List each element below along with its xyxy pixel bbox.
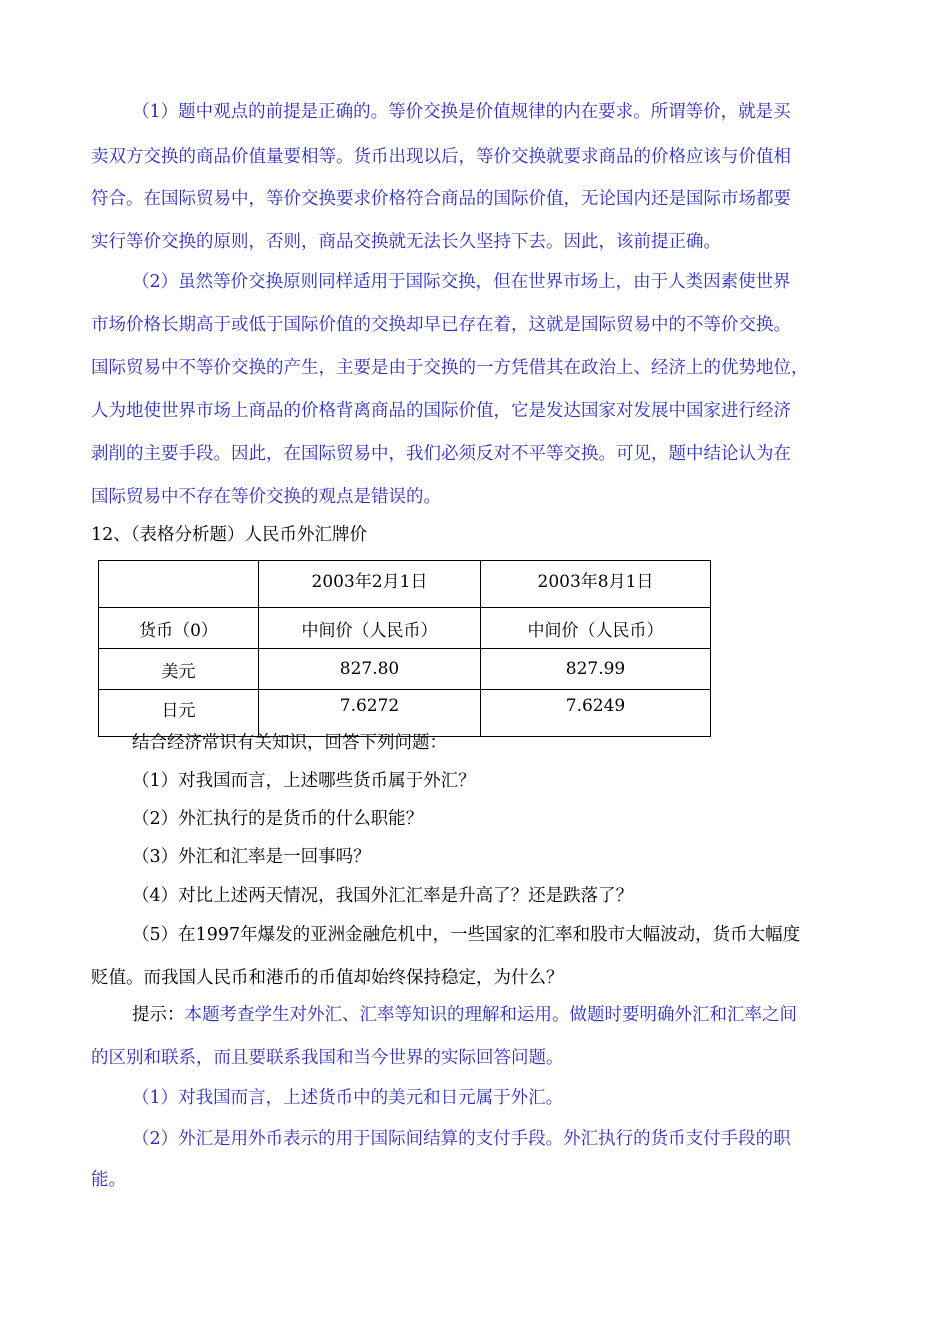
answer12-line: （1）对我国而言，上述货币中的美元和日元属于外汇。 (132, 1088, 564, 1108)
question-item: （2）外汇执行的是货币的什么职能？ (132, 809, 424, 829)
table-cell (99, 561, 259, 608)
hint-text: 本题考查学生对外汇、汇率等知识的理解和运用。做题时要明确外汇和汇率之间 (184, 1005, 797, 1025)
table-cell: 日元 (99, 690, 259, 737)
question-item: 贬值。而我国人民币和港币的币值却始终保持稳定，为什么？ (91, 968, 564, 988)
answer11-line: 卖双方交换的商品价值量要相等。货币出现以后，等价交换就要求商品的价格应该与价值相 (91, 147, 791, 167)
question-item: （5）在1997年爆发的亚洲金融危机中，一些国家的汇率和股市大幅波动，货币大幅度 (132, 925, 801, 945)
hint-line: 的区别和联系，而且要联系我国和当今世界的实际回答问题。 (91, 1048, 564, 1068)
table-cell: 中间价（人民币） (481, 608, 711, 649)
table-cell: 2003年8月1日 (481, 561, 711, 608)
hint-line (132, 1003, 872, 1027)
answer11-line: 符合。在国际贸易中，等价交换要求价格符合商品的国际价值，无论国内还是国际市场都要 (91, 189, 791, 209)
table-cell: 2003年2月1日 (259, 561, 481, 608)
answer11-line: 剥削的主要手段。因此，在国际贸易中，我们必须反对不平等交换。可见，题中结论认为在 (91, 444, 791, 464)
table-cell: 美元 (99, 649, 259, 690)
table-cell: 827.80 (259, 649, 481, 690)
table-header-row (99, 561, 711, 608)
answer11-line: 国际贸易中不存在等价交换的观点是错误的。 (91, 487, 441, 507)
question-item: （3）外汇和汇率是一回事吗？ (132, 847, 371, 867)
table-row (99, 690, 711, 737)
answer11-line: 市场价格长期高于或低于国际价值的交换却早已存在着，这就是国际贸易中的不等价交换。 (91, 315, 791, 335)
answer11-line: （1）题中观点的前提是正确的。等价交换是价值规律的内在要求。所谓等价，就是买 (132, 102, 791, 122)
question12-intro: 结合经济常识有关知识，回答下列问题： (132, 733, 447, 753)
exchange-rate-table (98, 560, 711, 737)
answer11-line: （2）虽然等价交换原则同样适用于国际交换，但在世界市场上，由于人类因素使世界 (132, 272, 791, 292)
answer11-line: 实行等价交换的原则，否则，商品交换就无法长久坚持下去。因此，该前提正确。 (91, 232, 721, 252)
table-cell: 827.99 (481, 649, 711, 690)
hint-label: 提示： (132, 1005, 185, 1025)
answer11-line: 国际贸易中不等价交换的产生，主要是由于交换的一方凭借其在政治上、经济上的优势地位， (91, 358, 809, 378)
question12-title: 12、（表格分析题）人民币外汇牌价 (91, 525, 368, 545)
answer12-line: 能。 (91, 1170, 126, 1190)
table-cell: 货币（0） (99, 608, 259, 649)
question-item: （1）对我国而言，上述哪些货币属于外汇？ (132, 771, 476, 791)
table-cell: 7.6272 (259, 690, 481, 737)
table-cell: 7.6249 (481, 690, 711, 737)
answer12-line: （2）外汇是用外币表示的用于国际间结算的支付手段。外汇执行的货币支付手段的职 (132, 1129, 791, 1149)
table-row (99, 649, 711, 690)
answer11-line: 人为地使世界市场上商品的价格背离商品的国际价值，它是发达国家对发展中国家进行经济 (91, 401, 791, 421)
question-item: （4）对比上述两天情况，我国外汇汇率是升高了？还是跌落了？ (132, 886, 634, 906)
table-row (99, 608, 711, 649)
table-cell: 中间价（人民币） (259, 608, 481, 649)
